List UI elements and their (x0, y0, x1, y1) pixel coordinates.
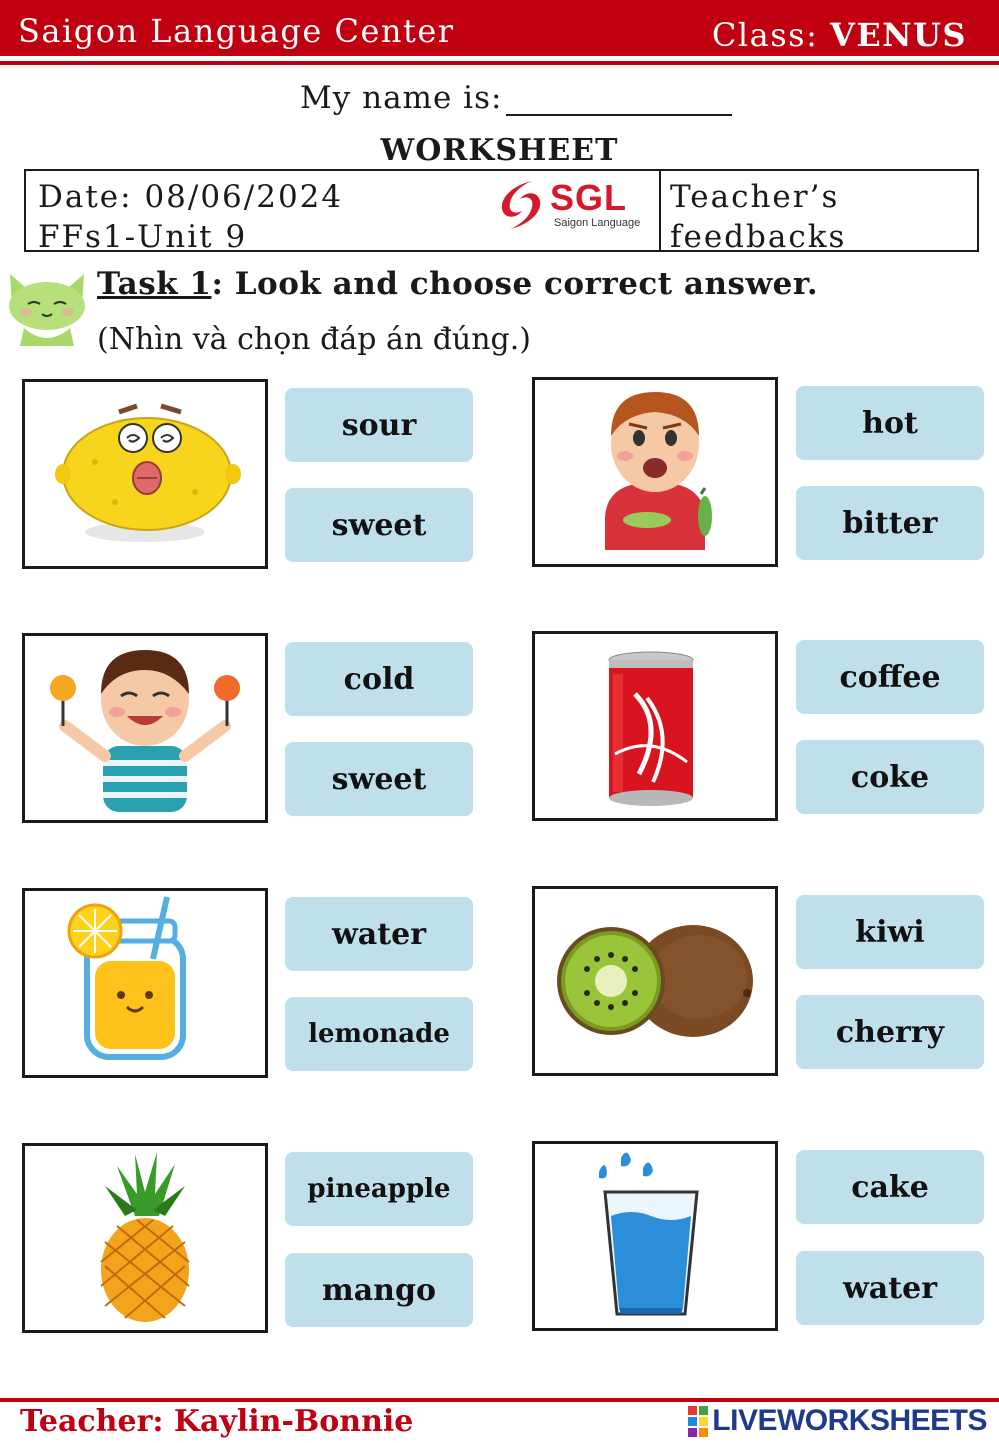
logo-subtext: Saigon Language (554, 217, 641, 229)
option-water-2[interactable]: water (796, 1251, 984, 1325)
kiwi-icon (535, 889, 775, 1073)
option-cherry[interactable]: cherry (796, 995, 984, 1069)
option-sour[interactable]: sour (285, 388, 473, 462)
option-pineapple[interactable]: pineapple (285, 1152, 473, 1226)
pineapple-icon (25, 1146, 265, 1330)
task-subtitle: (Nhìn và chọn đáp án đúng.) (97, 322, 532, 357)
worksheet-title: WORKSHEET (380, 133, 619, 168)
option-lemonade[interactable]: lemonade (285, 997, 473, 1071)
option-cold[interactable]: cold (285, 642, 473, 716)
liveworksheets-logo (688, 1404, 987, 1438)
option-mango[interactable]: mango (285, 1253, 473, 1327)
option-water[interactable]: water (285, 897, 473, 971)
option-cake[interactable]: cake (796, 1150, 984, 1224)
picture-lemonade (22, 888, 268, 1078)
option-coke[interactable]: coke (796, 740, 984, 814)
picture-water-glass (532, 1141, 778, 1331)
cat-mascot-icon (4, 266, 90, 348)
footer-divider (0, 1398, 999, 1402)
picture-boy-bitter (532, 377, 778, 567)
lemonade-jar-icon (25, 891, 265, 1075)
class-value: VENUS (830, 16, 967, 54)
picture-coke-can (532, 631, 778, 821)
center-name: Saigon Language Center (18, 12, 455, 50)
boy-lollipops-icon (25, 636, 265, 820)
class-label: Class: (711, 16, 819, 54)
sgl-logo (492, 175, 652, 235)
feedback-line1: Teacher’s (670, 179, 840, 215)
info-left-cell (38, 177, 343, 257)
picture-lemon (22, 379, 268, 569)
teacher-name: Teacher: Kaylin-Bonnie (20, 1404, 414, 1439)
date-text: Date: 08/06/2024 (38, 179, 344, 215)
task-label: Task 1 (97, 266, 212, 302)
name-label: My name is: (300, 80, 503, 116)
picture-pineapple (22, 1143, 268, 1333)
option-sweet[interactable]: sweet (285, 488, 473, 562)
feedback-cell (670, 177, 846, 257)
boy-bitter-icon (535, 380, 775, 564)
unit-text: FFs1-Unit 9 (38, 219, 248, 255)
feedback-line2: feedbacks (670, 219, 847, 255)
option-hot[interactable]: hot (796, 386, 984, 460)
info-divider (659, 171, 661, 250)
liveworksheets-grid-icon (688, 1406, 708, 1437)
option-kiwi[interactable]: kiwi (796, 895, 984, 969)
info-table (24, 169, 979, 255)
name-field-row (300, 80, 732, 116)
task-instruction (97, 266, 818, 302)
coke-can-icon (535, 634, 775, 818)
option-bitter[interactable]: bitter (796, 486, 984, 560)
option-sweet-2[interactable]: sweet (285, 742, 473, 816)
logo-text: SGL (550, 177, 628, 218)
water-glass-icon (535, 1144, 775, 1328)
header-bar (0, 0, 999, 56)
liveworksheets-text: LIVEWORKSHEETS (712, 1404, 987, 1437)
name-blank-line[interactable] (506, 80, 732, 116)
picture-boy-lollipops (22, 633, 268, 823)
picture-kiwi (532, 886, 778, 1076)
lemon-icon (25, 382, 265, 566)
sgl-swoosh-icon (492, 175, 550, 235)
class-label-group (712, 16, 967, 54)
header-divider (0, 61, 999, 65)
option-coffee[interactable]: coffee (796, 640, 984, 714)
task-text: : Look and choose correct answer. (211, 266, 819, 302)
